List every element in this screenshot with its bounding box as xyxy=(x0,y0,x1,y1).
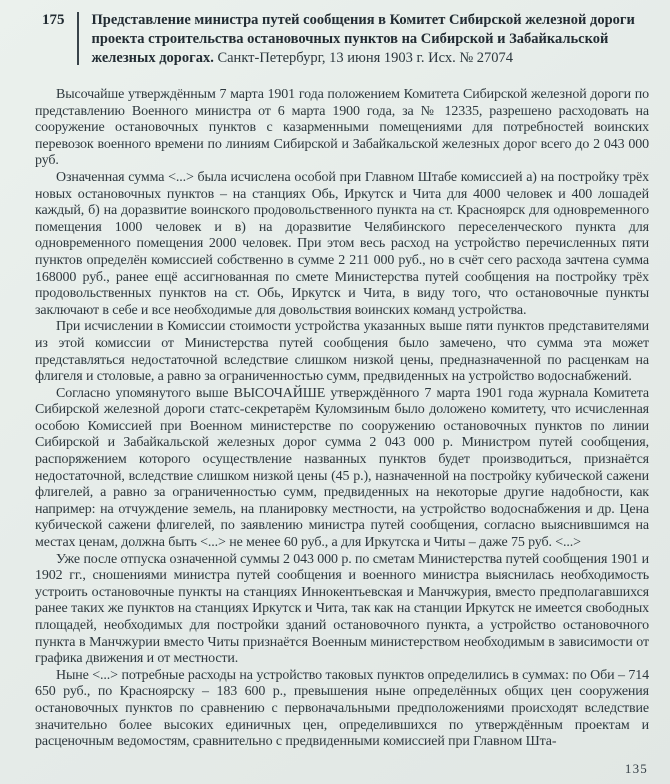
paragraph-6: Ныне <...> потребные расходы на устройство таковых пунктов определились в суммах: по Оби – 714 650 руб., по Красноярску – 183 600 р., превышения ныне определённых общих цен сооружения остановочных пунктов по сравнению с первоначальными предположениями происходят вследствие значительно более высоких единичных цен, определившихся по утверждённым проектам и расценочным ведомостям, сравнительно с предвиденными комиссией при Главном Шта- xyxy=(35,667,649,750)
paragraph-4: Согласно упомянутого выше ВЫСОЧАЙШЕ утверждённого 7 марта 1901 года журнала Комитета Сибирской железной дороги статс-секретарём Куломзиным было доложено комитету, что исчисленная особою Комиссией при Военном министерстве по сооружению остановочных пунктов по линии Сибирской и Забайкальской железных дорог сумма 2 043 000 р. Министром путей сообщения, распоряжением которого осуществление названных пунктов будет производиться, признаётся недостаточной, вследствие слишком низкой цены (45 р.), назначенной на постройку кубической сажени флигелей, а равно за ограниченностью сумм, предвиденных на некоторые другие надобности, как например: на отчуждение земель, на планировку местности, на устройство водоснабжения и др. Цена кубической сажени флигелей, по заявлению министра путей сообщения, согласно выяснившимся на местах ценам, должна быть <...> не менее 60 руб., а для Иркутска и Читы – даже 75 руб. <...> xyxy=(35,385,649,551)
document-title-main: Представление министра путей сообщения в Комитет Сибирской железной дороги проекта строительства остановочных пунктов на Сибирской и Забайкальской железных дорогах. xyxy=(91,12,635,66)
paragraph-5: Уже после отпуска означенной суммы 2 043 000 р. по сметам Министерства путей сообщения 1901 и 1902 гг., сношениями министра путей сообщения и военного министра выяснилась необходимость устроить остановочные пункты на станциях Иннокентьевская и Манчжурия, вместо предполагавшихся ранее таких же пунктов на станциях Иркутск и Чита, так как на станции Иркутск не имеется свободных площадей, необходимых для постройки зданий остановочного пункта, а устройство остановочного пункта в Манчжурии вместо Читы признаётся Военным министерством необходимым в зависимости от графика движения и от местности. xyxy=(35,551,649,667)
document-number: 175 xyxy=(42,12,65,28)
page-number: 135 xyxy=(624,761,648,776)
document-title xyxy=(92,11,651,68)
paragraph-3: При исчислении в Комиссии стоимости устройства указанных выше пяти пунктов представителями из этой комиссии от Министерства путей сообщения было замечено, что сумма эта может представляться недостаточной вследствие слишком низкой цены, предназначенной по расценкам на флигеля и столовые, а равно за ограниченностью сумм, предвиденных на устройство водоснабжений. xyxy=(35,319,649,385)
document-title-meta: Санкт-Петербург, 13 июня 1903 г. Исх. № 27074 xyxy=(217,50,514,66)
paragraph-1: Высочайше утверждённым 7 марта 1901 года положением Комитета Сибирской железной дороги по представлению Военного министра от 6 марта 1900 года, за № 12335, разрешено расходовать на сооружение остановочных пунктов с казарменными помещениями для потребностей воинских перевозок военного времени по линиям Сибирской и Забайкальской железных дорог всего до 2 043 000 руб. xyxy=(35,87,649,169)
document-body xyxy=(0,68,670,751)
document-header xyxy=(0,0,670,68)
header-divider xyxy=(77,12,79,65)
paragraph-2: Означенная сумма <...> была исчислена особой при Главном Штабе комиссией а) на постройку трёх новых остановочных пунктов – на станциях Обь, Иркутск и Чита для 4000 человек и 400 лошадей каждый, б) на доразвитие воинского продовольственного пункта на ст. Красноярск для одновременного помещения 1000 человек и в) на доразвитие Челябинского переселенческого пункта для одновременного помещения 2000 человек. При этом весь расход на устройство перечисленных пяти пунктов определён комиссией собственно в сумме 2 211 000 руб., но в счёт сего расхода зачтена сумма 168000 руб., ранее ещё ассигнованная по смете Министерства путей сообщения на постройку трёх продовольственных пунктов на ст. Обь, Иркутск и Чита, в виду того, что остановочные пункты заключают в себе и все необходимые для довольствия воинских команд устройства. xyxy=(35,169,649,318)
